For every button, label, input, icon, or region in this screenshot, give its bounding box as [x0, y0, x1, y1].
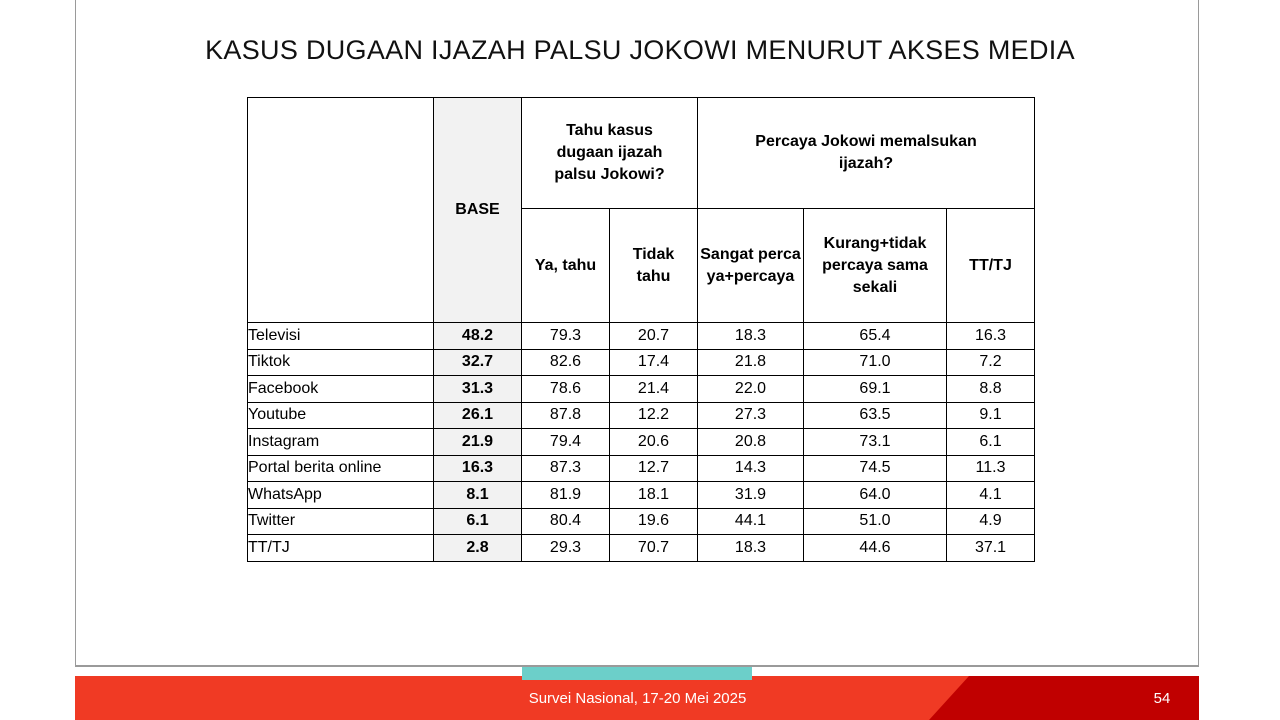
base-value: 31.3 — [434, 376, 522, 403]
table-cell: 65.4 — [804, 323, 947, 350]
base-value: 6.1 — [434, 508, 522, 535]
table-cell: 81.9 — [522, 482, 610, 509]
table-cell: 7.2 — [947, 349, 1035, 376]
table-cell: 87.8 — [522, 402, 610, 429]
group-header-tahu: Tahu kasus dugaan ijazah palsu Jokowi? — [522, 98, 698, 209]
table-row — [248, 376, 1035, 403]
table-cell: 12.7 — [610, 455, 698, 482]
base-value: 2.8 — [434, 535, 522, 562]
table-cell: 21.4 — [610, 376, 698, 403]
table-row — [248, 508, 1035, 535]
table-cell: 80.4 — [522, 508, 610, 535]
table-body — [248, 323, 1035, 562]
table-cell: 82.6 — [522, 349, 610, 376]
sub-header-tidak-tahu: Tidak tahu — [610, 209, 698, 323]
page-number: 54 — [1153, 690, 1171, 707]
table-cell: 18.1 — [610, 482, 698, 509]
table-cell: 18.3 — [698, 323, 804, 350]
table-cell: 71.0 — [804, 349, 947, 376]
sub-header-tt-tj: TT/TJ — [947, 209, 1035, 323]
base-value: 48.2 — [434, 323, 522, 350]
table-cell: 9.1 — [947, 402, 1035, 429]
teal-accent-bar — [522, 667, 752, 680]
table-cell: 78.6 — [522, 376, 610, 403]
table-row — [248, 402, 1035, 429]
base-value: 32.7 — [434, 349, 522, 376]
row-label: Instagram — [248, 429, 434, 456]
table-row — [248, 482, 1035, 509]
row-label: Portal berita online — [248, 455, 434, 482]
table-cell: 69.1 — [804, 376, 947, 403]
table-cell: 18.3 — [698, 535, 804, 562]
table-cell: 74.5 — [804, 455, 947, 482]
table-cell: 37.1 — [947, 535, 1035, 562]
data-table — [247, 97, 1035, 562]
sub-header-sangat-percaya: Sangat percaya+percaya — [698, 209, 804, 323]
table-cell: 31.9 — [698, 482, 804, 509]
row-label: Televisi — [248, 323, 434, 350]
table-cell: 8.8 — [947, 376, 1035, 403]
table-cell: 73.1 — [804, 429, 947, 456]
row-label: Tiktok — [248, 349, 434, 376]
table-cell: 19.6 — [610, 508, 698, 535]
sub-header-ya-tahu: Ya, tahu — [522, 209, 610, 323]
table-cell: 6.1 — [947, 429, 1035, 456]
table-row — [248, 455, 1035, 482]
table-cell: 79.3 — [522, 323, 610, 350]
table-cell: 11.3 — [947, 455, 1035, 482]
table-cell: 51.0 — [804, 508, 947, 535]
group-header-percaya: Percaya Jokowi memalsukan ijazah? — [698, 98, 1035, 209]
corner-header-cell — [248, 98, 434, 323]
table-cell: 70.7 — [610, 535, 698, 562]
table-cell: 63.5 — [804, 402, 947, 429]
table-cell: 21.8 — [698, 349, 804, 376]
table-row — [248, 349, 1035, 376]
footer-survey-label: Survei Nasional, 17-20 Mei 2025 — [528, 690, 747, 707]
table-cell: 14.3 — [698, 455, 804, 482]
table-cell: 4.9 — [947, 508, 1035, 535]
base-header: BASE — [434, 98, 522, 323]
table-cell: 27.3 — [698, 402, 804, 429]
table-cell: 29.3 — [522, 535, 610, 562]
table-cell: 20.7 — [610, 323, 698, 350]
table-cell: 20.6 — [610, 429, 698, 456]
row-label: TT/TJ — [248, 535, 434, 562]
table-cell: 87.3 — [522, 455, 610, 482]
base-value: 8.1 — [434, 482, 522, 509]
table-cell: 44.1 — [698, 508, 804, 535]
row-label: Twitter — [248, 508, 434, 535]
table-row — [248, 429, 1035, 456]
table-row — [248, 535, 1035, 562]
table-cell: 44.6 — [804, 535, 947, 562]
table-cell: 17.4 — [610, 349, 698, 376]
base-value: 16.3 — [434, 455, 522, 482]
page-title: KASUS DUGAAN IJAZAH PALSU JOKOWI MENURUT AKSES MEDIA — [205, 35, 1075, 65]
row-label: Facebook — [248, 376, 434, 403]
row-label: Youtube — [248, 402, 434, 429]
table-cell: 4.1 — [947, 482, 1035, 509]
table-cell: 16.3 — [947, 323, 1035, 350]
base-value: 21.9 — [434, 429, 522, 456]
base-value: 26.1 — [434, 402, 522, 429]
sub-header-kurang-percaya: Kurang+tidak percaya sama sekali — [804, 209, 947, 323]
table-cell: 12.2 — [610, 402, 698, 429]
table-row — [248, 323, 1035, 350]
row-label: WhatsApp — [248, 482, 434, 509]
table-cell: 20.8 — [698, 429, 804, 456]
table-cell: 22.0 — [698, 376, 804, 403]
table-cell: 79.4 — [522, 429, 610, 456]
table-cell: 64.0 — [804, 482, 947, 509]
